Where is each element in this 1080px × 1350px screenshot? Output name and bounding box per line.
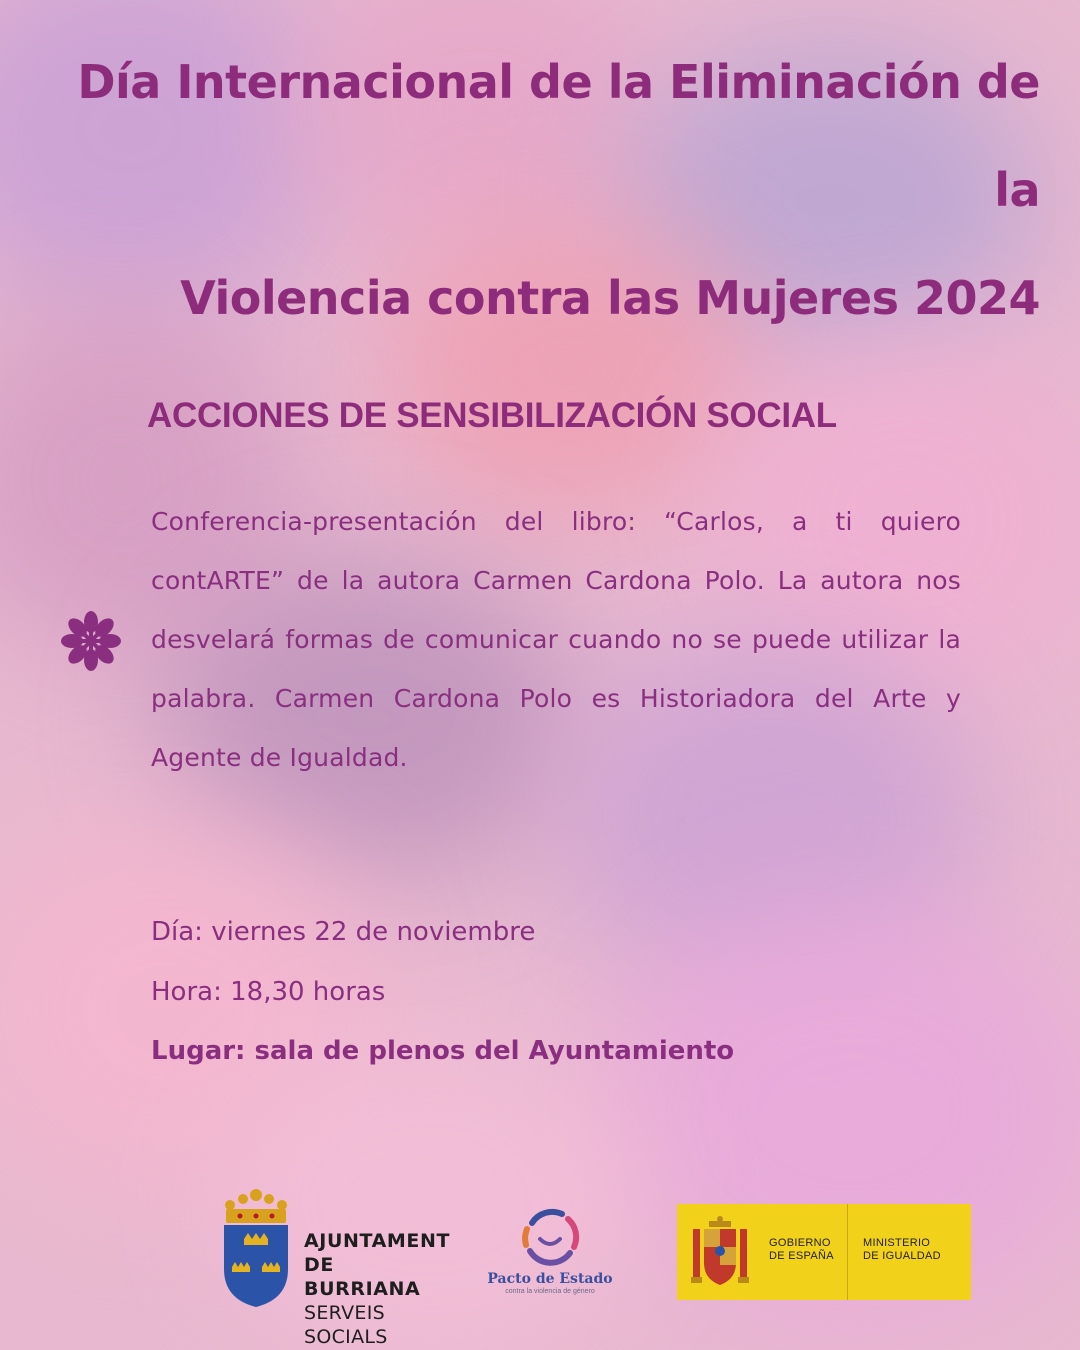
burriana-text (304, 1229, 450, 1349)
asterisk-flower-icon (58, 608, 124, 674)
gobierno-ministerio-logo (677, 1204, 971, 1300)
pacto-name: Pacto de Estado (487, 1271, 613, 1287)
pacto-de-estado-logo (486, 1207, 614, 1307)
event-place: Lugar: sala de plenos del Ayuntamiento (151, 1036, 735, 1066)
ministerio-line-2: DE IGUALDAD (863, 1250, 941, 1262)
sponsor-logos (0, 1185, 1080, 1348)
event-day: Día: viernes 22 de noviembre (151, 917, 536, 947)
event-time: Hora: 18,30 horas (151, 977, 386, 1007)
poster-title (40, 28, 1040, 352)
section-heading: ACCIONES DE SENSIBILIZACIÓN SOCIAL (147, 396, 837, 435)
event-description: Conferencia-presentación del libro: “Carlos, a ti quiero contARTE” de la autora Carmen Cardona Polo. La autora nos desvelará formas de comunicar cuando no se puede utilizar la palabra. Carmen Cardona Polo es Historiadora del Arte y Agente de Igualdad. (151, 507, 961, 772)
ministerio-line-1: MINISTERIO (863, 1237, 931, 1249)
burriana-line-3: SERVEIS SOCIALS (304, 1302, 388, 1348)
title-line-1: Día Internacional de la Eliminación de la (77, 55, 1040, 217)
title-line-2: Violencia contra las Mujeres 2024 (180, 271, 1040, 325)
burriana-line-1: AJUNTAMENT (304, 1230, 451, 1252)
pacto-smile-circle-icon (518, 1207, 582, 1267)
pacto-subtitle: contra la violencia de género (505, 1288, 595, 1295)
burriana-crest-icon (220, 1189, 292, 1309)
burriana-logo (220, 1189, 451, 1348)
spain-coat-of-arms-icon (691, 1215, 749, 1289)
gobierno-line-2: DE ESPAÑA (769, 1250, 834, 1262)
burriana-line-2: DE BURRIANA (304, 1254, 421, 1300)
ministerio-text (863, 1237, 941, 1263)
logo-divider (847, 1204, 848, 1300)
gobierno-line-1: GOBIERNO (769, 1237, 831, 1249)
gobierno-text (769, 1237, 834, 1263)
